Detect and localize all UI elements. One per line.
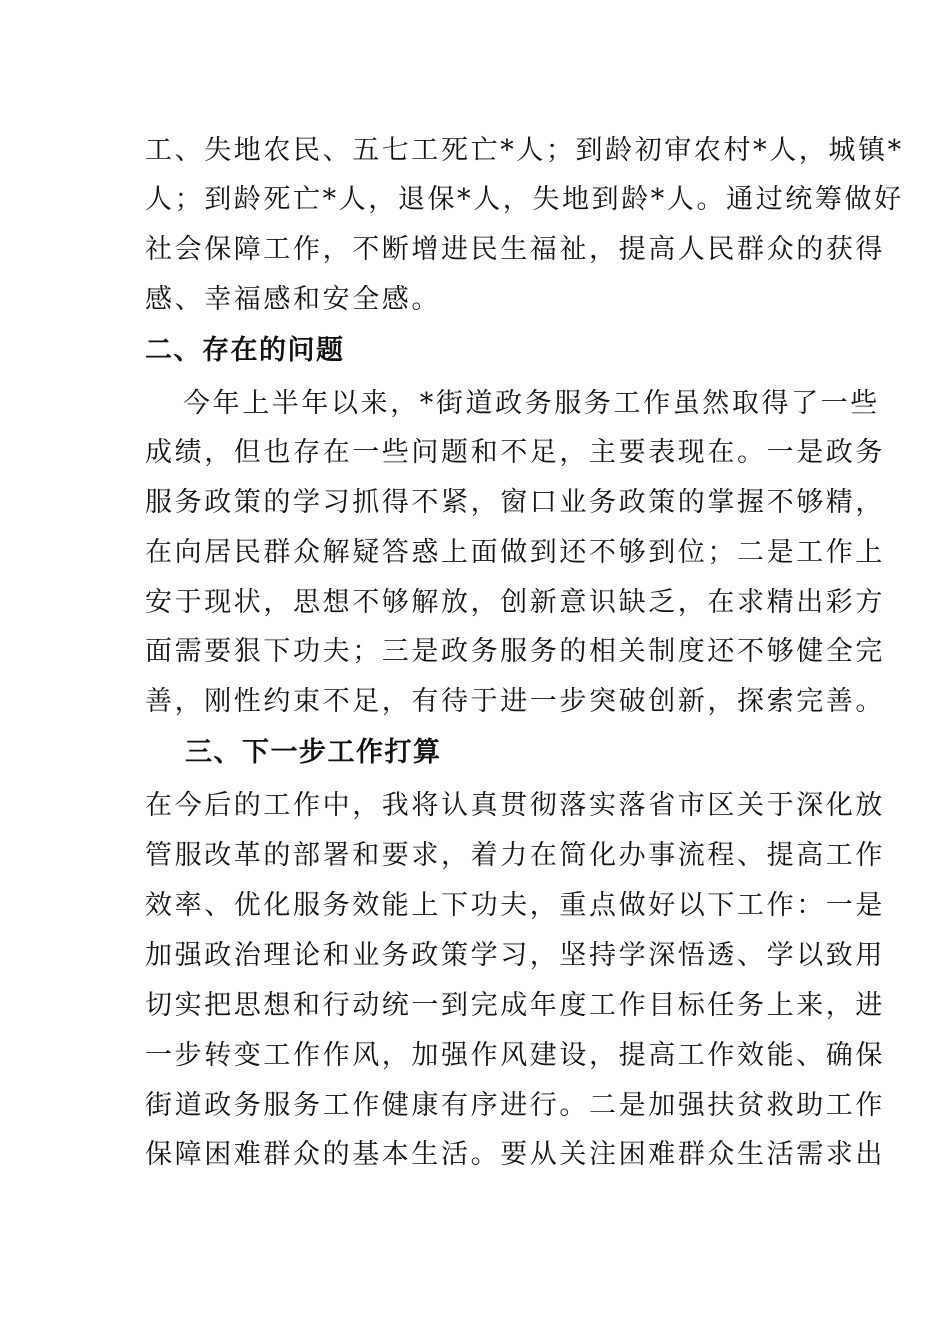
paragraph-3-line-8: 保障困难群众的基本生活。要从关注困难群众生活需求出 <box>145 1139 885 1170</box>
paragraph-3-line-7: 街道政务服务工作健康有序进行。二是加强扶贫救助工作 <box>145 1090 885 1121</box>
paragraph-1-line-2: 人；到龄死亡*人，退保*人，失地到龄*人。通过统筹做好 <box>145 184 904 215</box>
paragraph-3-line-3: 效率、优化服务效能上下功夫，重点做好以下工作：一是 <box>145 890 885 921</box>
section-heading-next-steps: 三、下一步工作打算 <box>185 737 442 768</box>
paragraph-2-line-7: 善，刚性约束不足，有待于进一步突破创新，探索完善。 <box>145 686 885 717</box>
paragraph-2-line-2: 成绩，但也存在一些问题和不足，主要表现在。一是政务 <box>145 437 885 468</box>
paragraph-1-line-3: 社会保障工作，不断增进民生福祉，提高人民群众的获得 <box>145 234 885 265</box>
paragraph-2-line-5: 安于现状，思想不够解放，创新意识缺乏，在求精出彩方 <box>145 587 885 618</box>
paragraph-3-line-2: 管服改革的部署和要求，着力在简化办事流程、提高工作 <box>145 840 885 871</box>
paragraph-3-line-5: 切实把思想和行动统一到完成年度工作目标任务上来，进 <box>145 990 885 1021</box>
paragraph-2-line-3: 服务政策的学习抓得不紧，窗口业务政策的掌握不够精， <box>145 487 885 518</box>
paragraph-2-line-4: 在向居民群众解疑答惑上面做到还不够到位；二是工作上 <box>145 537 885 568</box>
section-heading-problems: 二、存在的问题 <box>145 335 345 366</box>
paragraph-1-line-4: 感、幸福感和安全感。 <box>145 284 441 315</box>
paragraph-3-line-4: 加强政治理论和业务政策学习，坚持学深悟透、学以致用 <box>145 940 885 971</box>
paragraph-2-line-1: 今年上半年以来，*街道政务服务工作虽然取得了一些 <box>183 388 880 419</box>
paragraph-3-line-1: 在今后的工作中，我将认真贯彻落实落省市区关于深化放 <box>145 790 885 821</box>
paragraph-1-line-1: 工、失地农民、五七工死亡*人；到龄初审农村*人，城镇* <box>145 135 904 166</box>
paragraph-2-line-6: 面需要狠下功夫；三是政务服务的相关制度还不够健全完 <box>145 636 885 667</box>
paragraph-3-line-6: 一步转变工作作风，加强作风建设，提高工作效能、确保 <box>145 1040 885 1071</box>
